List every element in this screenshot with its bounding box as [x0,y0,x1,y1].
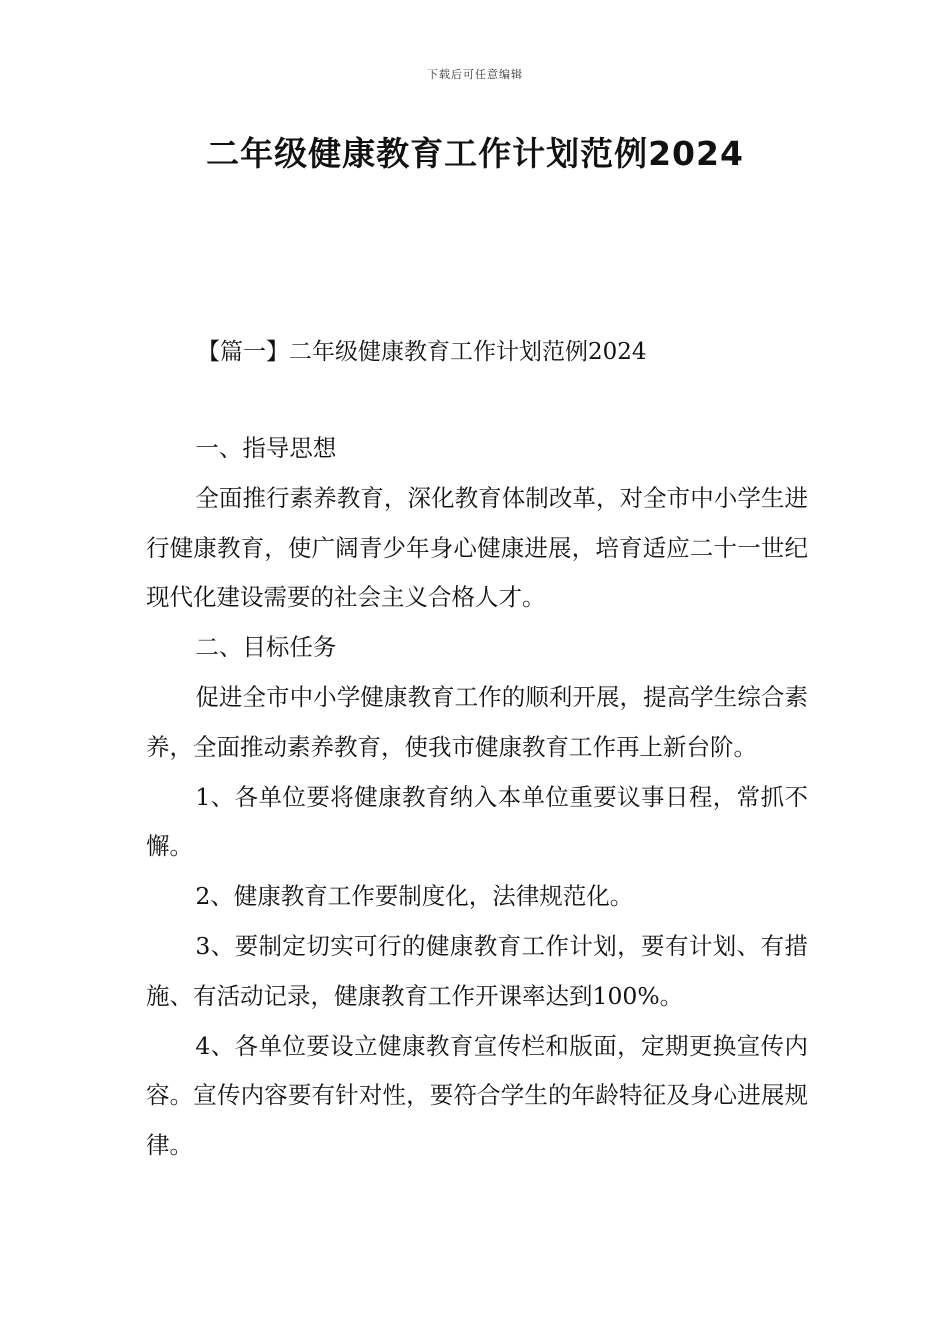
document-body [146,424,808,1171]
list-item-2: 2、健康教育工作要制度化，法律规范化。 [195,882,634,911]
heading-goals-tasks: 二、目标任务 [195,633,337,662]
list-item-1: 1、各单位要将健康教育纳入本单位重要议事日程，常抓不懈。 [146,782,808,861]
paragraph-goals: 促进全市中小学健康教育工作的顺利开展，提高学生综合素养，全面推动素养教育，使我市健康教育工作再上新台阶。 [146,682,808,761]
document-title: 二年级健康教育工作计划范例2024 [206,134,744,173]
list-item-4: 4、各单位要设立健康教育宣传栏和版面，定期更换宣传内容。宣传内容要有针对性，要符合学生的年龄特征及身心进展规律。 [146,1031,808,1160]
paragraph-guiding-ideology: 全面推行素养教育，深化教育体制改革，对全市中小学生进行健康教育，使广阔青少年身心健康进展，培育适应二十一世纪现代化建设需要的社会主义合格人才。 [146,483,808,612]
section-heading: 【篇一】二年级健康教育工作计划范例2024 [197,339,647,365]
heading-guiding-ideology: 一、指导思想 [195,434,337,462]
page-header-note: 下载后可任意编辑 [427,68,523,81]
list-item-3: 3、要制定切实可行的健康教育工作计划，要有计划、有措施、有活动记录，健康教育工作开课率达到100%。 [146,931,808,1010]
